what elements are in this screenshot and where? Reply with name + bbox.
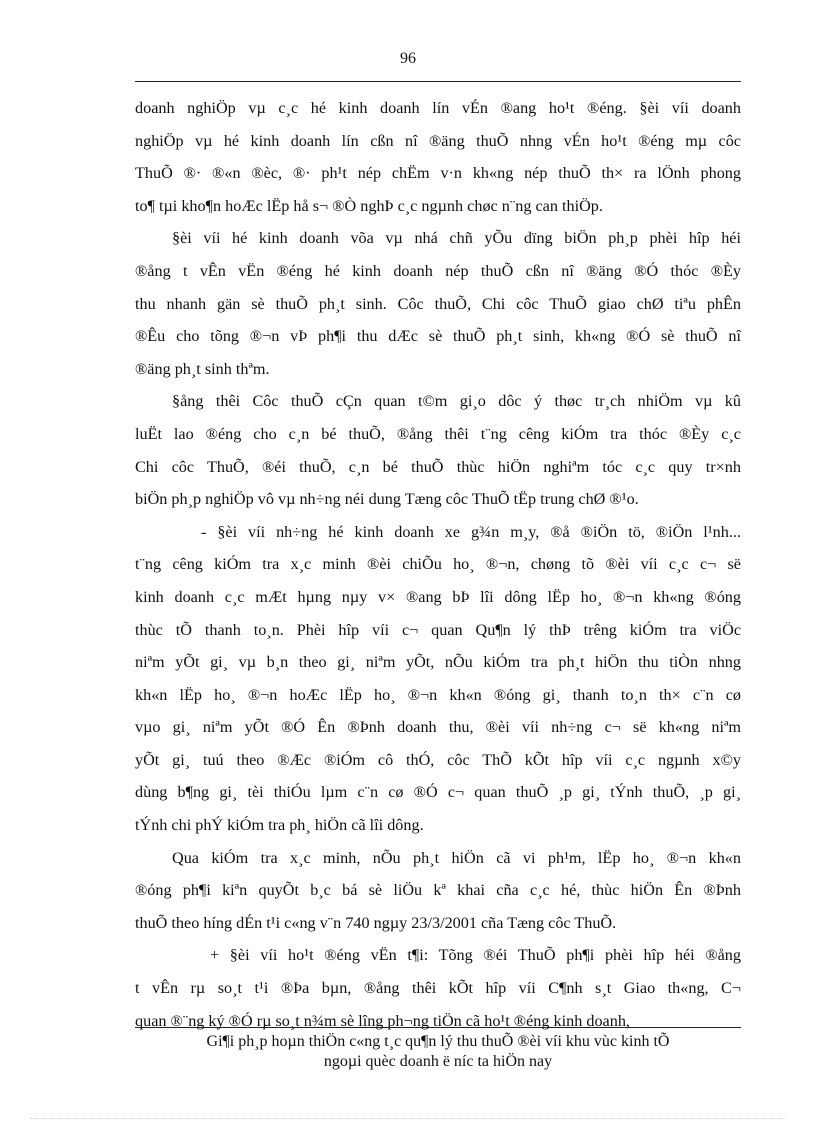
text-line: §èi víi hé kinh doanh võa vµ nhá chñ yÕu dïng biÖn ph¸p phèi hîp héi (172, 229, 741, 248)
text-line: ®óng ph¶i kiªn quyÕt b¸c bá sè liÖu kª khai cña c¸c hé, thùc hiÖn Ên ®Þnh (135, 881, 741, 900)
text-line: t vÊn rµ so¸t t¹i ®Þa bµn, ®ång thêi kÕt hîp víi C¶nh s¸t Giao th«ng, C¬ (135, 979, 741, 998)
text-line: thuÕ theo híng dÉn t¹i c«ng v¨n 740 ngµy 23/3/2001 cña Tæng côc ThuÕ. (135, 913, 617, 932)
text-line: ®ång t vÊn vËn ®éng hé kinh doanh nép thuÕ cßn nî ®äng ®Ó thóc ®Èy (135, 261, 741, 280)
text-line: niªm yÕt gi¸ vµ b¸n theo gi¸ niªm yÕt, nÕu kiÓm tra ph¸t hiÖn thu tiÒn nhng (135, 653, 741, 672)
text-line: ®äng ph¸t sinh thªm. (135, 359, 270, 378)
text-line: tÝnh chi phÝ kiÓm tra ph¸ hiÖn cã lîi dông. (135, 816, 424, 835)
header-rule (135, 81, 741, 82)
paragraph (135, 385, 741, 515)
page-number: 96 (400, 50, 416, 67)
text-line: biÖn ph¸p nghiÖp vô vµ nh÷ng néi dung Tæng côc ThuÕ tËp trung chØ ®¹o. (135, 490, 639, 509)
text-line: Chi côc ThuÕ, ®éi thuÕ, c¸n bé thuÕ thùc hiÖn nghiªm tóc c¸c quy tr×nh (135, 457, 741, 476)
text-line: Qua kiÓm tra x¸c minh, nÕu ph¸t hiÖn cã vi ph¹m, lËp ho¸ ®¬n kh«n (172, 848, 741, 867)
text-line: vµo gi¸ niªm yÕt ®Ó Ên ®Þnh doanh thu, ®èi víi nh÷ng c¬ së kh«ng niªm (135, 718, 741, 737)
text-line: + §èi víi ho¹t ®éng vËn t¶i: Tõng ®éi ThuÕ ph¶i phèi hîp héi ®ång (210, 946, 741, 965)
text-line: ®Êu cho tõng ®¬n vÞ ph¶i thu dÆc sè thuÕ ph¸t sinh, kh«ng ®Ó sè thuÕ nî (135, 327, 741, 346)
running-footer (135, 1032, 741, 1072)
text-line: quan ®¨ng ký ®Ó rµ so¸t n¾m sè lîng ph¬ng tiÖn cã ho¹t ®éng kinh doanh, (135, 1011, 630, 1030)
text-line: luËt lao ®éng cho c¸n bé thuÕ, ®ång thêi t¨ng cêng kiÓm tra thóc ®Èy c¸c (135, 424, 741, 443)
page-edge (30, 1118, 786, 1119)
text-line: kh«n lËp ho¸ ®¬n hoÆc lËp ho¸ ®¬n kh«n ®óng gi¸ thanh to¸n th× c¨n cø (135, 685, 741, 704)
paragraph (135, 842, 741, 940)
footer-title-line-2: ngoµi quèc doanh ë níc ta hiÖn nay (323, 1053, 553, 1070)
paragraph (135, 939, 741, 1037)
body-text (135, 92, 741, 1037)
text-line: nghiÖp vµ hé kinh doanh lín cßn nî ®äng thuÕ nhng vÉn ho¹t ®éng mµ côc (135, 131, 741, 150)
footer-title-line-1: Gi¶i ph¸p hoµn thiÖn c«ng t¸c qu¶n lý thu thuÕ ®èi víi khu vùc kinh tÕ (206, 1033, 670, 1050)
text-line: ThuÕ ®· ®«n ®èc, ®· ph¹t nép chËm v·n kh«ng nép thuÕ th× ra lÖnh phong (135, 164, 741, 183)
text-line: dùng b¶ng gi¸ tèi thiÓu lµm c¨n cø ®Ó c¬ quan thuÕ ¸p gi¸ tÝnh thuÕ, ¸p gi¸ (135, 783, 741, 802)
paragraph (135, 222, 741, 385)
text-line: to¶ tµi kho¶n hoÆc lËp hå s¬ ®Ò nghÞ c¸c ngµnh chøc n¨ng can thiÖp. (135, 196, 603, 215)
text-line: - §èi víi nh÷ng hé kinh doanh xe g¾n m¸y, ®å ®iÖn tö, ®iÖn l¹nh... (201, 522, 741, 541)
text-line: kinh doanh c¸c mÆt hµng nµy v× ®ang bÞ lîi dông lËp ho¸ ®¬n kh«ng ®óng (135, 587, 741, 606)
text-line: §ång thêi Côc thuÕ cÇn quan t©m gi¸o dôc ý thøc tr¸ch nhiÖm vµ kû (172, 392, 741, 411)
text-line: t¨ng cêng kiÓm tra x¸c minh ®èi chiÕu ho¸ ®¬n, chøng tõ ®èi víi c¸c c¬ së (135, 555, 741, 574)
text-line: thu nhanh gän sè thuÕ ph¸t sinh. Côc thuÕ, Chi côc ThuÕ giao chØ tiªu phÊn (135, 294, 741, 313)
text-line: thùc tÕ thanh to¸n. Phèi hîp víi c¬ quan Qu¶n lý thÞ trêng kiÓm tra viÖc (135, 620, 741, 639)
text-line: doanh nghiÖp vµ c¸c hé kinh doanh lín vÉn ®ang ho¹t ®éng. §èi víi doanh (135, 99, 741, 117)
text-line: yÕt gi¸ tuú theo ®Æc ®iÓm cô thÓ, côc ThÕ kÕt hîp víi c¸c ngµnh x©y (135, 750, 741, 769)
paragraph (135, 516, 741, 842)
footer-rule (135, 1027, 741, 1028)
paragraph (135, 92, 741, 222)
